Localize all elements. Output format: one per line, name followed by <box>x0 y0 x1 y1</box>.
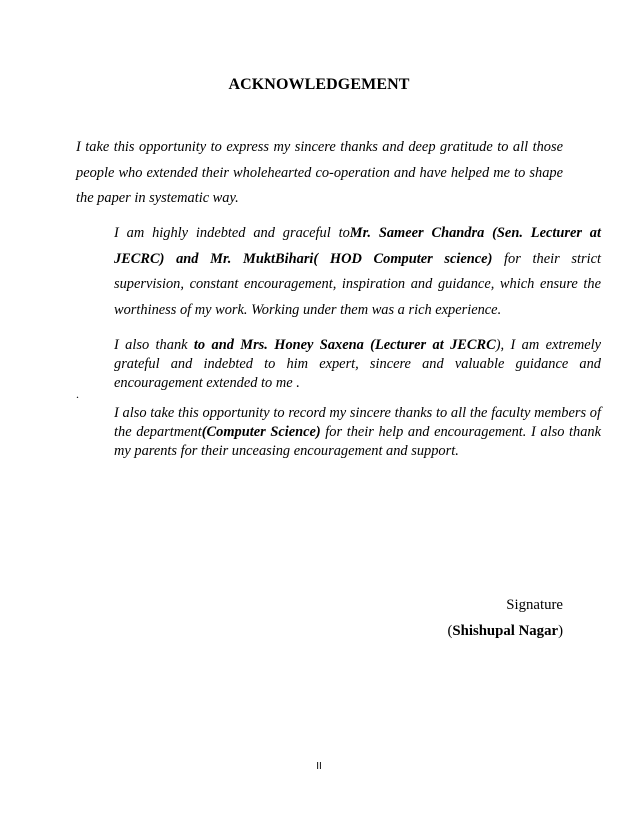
signatory-name: Shishupal Nagar <box>452 623 559 639</box>
stray-dot: . <box>76 387 79 401</box>
paragraph-mentors <box>76 221 601 323</box>
paragraph-mentors-rest: for their strict supervision, constant encouragement, inspiration and guidance, which ensure the worthiness of my work. Working under them was a rich experience. <box>114 250 601 318</box>
name-close-paren: ) <box>558 623 563 639</box>
lecturer-name: to and Mrs. Honey Saxena (Lecturer at JECRC <box>193 337 496 353</box>
department-name: (Computer Science) <box>201 424 321 440</box>
signatory-name-line <box>447 621 563 641</box>
page-title: ACKNOWLEDGEMENT <box>228 76 410 93</box>
paragraph-faculty <box>76 404 601 461</box>
paragraph-faculty-rest: for their help and encouragement. I also thank my parents for their unceasing encouragement and support. <box>114 424 601 459</box>
paragraph-faculty-intro: I also take this opportunity to record my sincere thanks to all the faculty members of the department <box>114 405 601 440</box>
paragraph-mentors-intro: I am highly indebted and graceful to <box>114 225 350 241</box>
page-number: II <box>316 761 322 772</box>
name-open-paren: ( <box>447 623 453 639</box>
mentor-names: Mr. Sameer Chandra (Sen. Lecturer at JECRC) and Mr. MuktBihari( HOD Computer science) <box>114 225 601 267</box>
paragraph-lecturer <box>76 336 601 393</box>
signature-label: Signature <box>506 597 563 613</box>
paragraph-lecturer-rest: ), I am extremely grateful and indebted to him expert, sincere and valuable guidance and encouragement extended to me . <box>114 337 602 391</box>
paragraph-opening: I take this opportunity to express my sincere thanks and deep gratitude to all those people who extended their wholehearted co-operation and have helped me to shape the paper in systematic way. <box>76 139 563 206</box>
paragraph-lecturer-intro: I also thank <box>114 337 194 353</box>
